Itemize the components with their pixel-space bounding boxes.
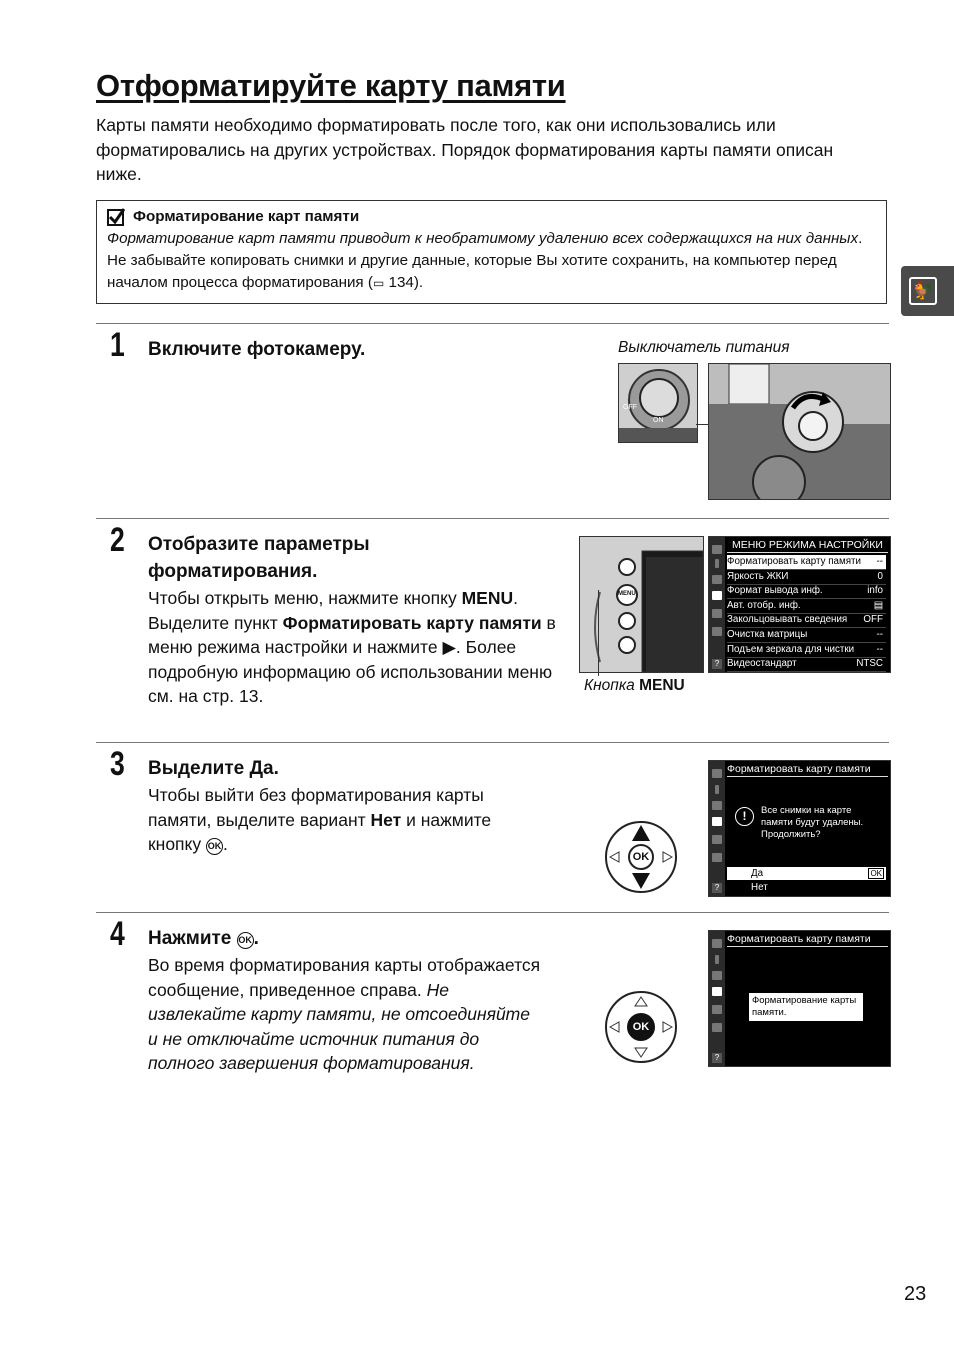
menu-row-value: info [867, 585, 883, 597]
menu-row[interactable] [727, 628, 886, 643]
custom-icon [712, 801, 722, 810]
shooting-icon [715, 559, 719, 568]
ok-button-icon: OK [206, 838, 223, 855]
help-icon: ? [712, 883, 722, 893]
step2-text-2: . Выделите пункт [148, 588, 519, 633]
menu-row-value: 0 [877, 570, 883, 582]
step4-italic: Не извлекайте карту памяти, не отсоединяйте и не отключайте источник питания до полного завершения форматирования. [148, 979, 530, 1073]
mymenu-icon [712, 853, 722, 862]
ok-tag: OK [870, 869, 882, 878]
step-divider [96, 912, 889, 913]
step-body [148, 586, 568, 709]
page-number: 23 [904, 1283, 927, 1305]
menu-row-value: ▤ [873, 599, 883, 611]
option-yes-label: Да [751, 868, 764, 879]
step-number: 3 [110, 745, 125, 783]
step-body [148, 783, 538, 857]
note-title-row [107, 206, 876, 228]
menu-row-label: Закольцовывать сведения [727, 614, 848, 626]
menu-row-value: OFF [863, 614, 883, 626]
custom-icon [712, 575, 722, 584]
menu-sidebar [709, 761, 725, 896]
menu-row[interactable] [727, 570, 886, 585]
caption-menu-word: MENU [639, 677, 685, 694]
playback-icon [712, 769, 722, 778]
menu-sidebar [709, 537, 725, 672]
step4-text-1: Во время форматирования карты отображается сообщение, приведенное справа. [148, 955, 541, 1000]
menu-title: МЕНЮ РЕЖИМА НАСТРОЙКИ [727, 539, 888, 553]
step-heading: Выделите Да. [148, 758, 279, 779]
ok-button-icon: OK [237, 932, 254, 949]
switch-off-label: OFF [623, 404, 637, 411]
menu-row-value: -- [876, 629, 883, 640]
formatting-screen [708, 930, 891, 1067]
note-text-b: 134). [384, 274, 424, 291]
step2-text-1: Чтобы открыть меню, нажмите кнопку [148, 588, 462, 608]
step3-bold: Нет [370, 809, 402, 830]
power-switch-icon [619, 364, 697, 442]
retouch-icon [712, 609, 722, 618]
option-no-label: Нет [751, 882, 768, 893]
caption-a: Кнопка [584, 677, 640, 694]
menu-row-label: Подъем зеркала для чистки [727, 643, 855, 655]
menu-sidebar [709, 931, 725, 1066]
shooting-icon [715, 955, 719, 964]
menu-row-value: -- [876, 556, 883, 567]
warning-icon: ! [735, 807, 754, 826]
step3-text-2: и нажмите кнопку [148, 809, 492, 854]
help-icon: ? [712, 659, 722, 669]
menu-row-label: Авт. отобр. инф. [727, 599, 801, 611]
step-heading [148, 925, 259, 952]
menu-row[interactable] [727, 657, 886, 672]
right-arrow-icon: ▶ [442, 637, 456, 657]
menu-row[interactable] [727, 599, 886, 614]
intro-paragraph: Карты памяти необходимо форматировать после того, как они использовались или форматировались на других устройствах. Порядок форматирования карты памяти описан ниже. [96, 115, 834, 184]
camera-top-icon [709, 364, 890, 499]
wrench-icon [712, 987, 722, 996]
power-switch-closeup [618, 363, 698, 443]
note-text [107, 228, 876, 294]
multi-selector-dial [605, 991, 677, 1063]
screen-title: Форматировать карту памяти [727, 763, 888, 777]
menu-row-label: Яркость ЖКИ [727, 570, 789, 582]
step-divider [96, 323, 889, 324]
step-number: 4 [110, 915, 125, 953]
step3-text-3: . [223, 834, 228, 854]
setup-section-icon: 🐓 [909, 277, 937, 305]
menu-row-label: Очистка матрицы [727, 629, 808, 640]
option-no[interactable] [727, 881, 886, 894]
screen-title: Форматировать карту памяти [727, 933, 888, 947]
camera-top-photo [708, 363, 891, 500]
dial-ok-button: OK [627, 1013, 655, 1041]
mymenu-icon [712, 627, 722, 636]
step3-text-1: Чтобы выйти без форматирования карты памяти, выделите вариант [148, 785, 484, 830]
page-title: Отформатируйте карту памяти [96, 68, 566, 103]
book-icon: ▭ [372, 276, 385, 290]
option-yes[interactable] [727, 867, 886, 880]
menu-row[interactable] [727, 584, 886, 599]
formatting-message: Форматирование карты памяти. [749, 993, 863, 1021]
menu-row-label: Форматировать карту памяти [727, 556, 861, 567]
step-heading: Отобразите параметры форматирования. [148, 534, 370, 582]
step-body [148, 953, 543, 1076]
multi-selector-dial [605, 821, 677, 893]
dial-ok-button: OK [628, 844, 654, 870]
menu-button-label: MENU [618, 591, 636, 597]
menu-row-value: -- [876, 643, 883, 655]
menu-row[interactable] [727, 643, 886, 658]
step-divider [96, 518, 889, 519]
image-caption [584, 677, 685, 695]
retouch-icon [712, 835, 722, 844]
step-number: 1 [110, 326, 125, 364]
playback-icon [712, 545, 722, 554]
section-tab [901, 266, 954, 316]
mymenu-icon [712, 1023, 722, 1032]
warning-message: Все снимки на карте памяти будут удалены. Продолжить? [761, 805, 864, 840]
note-box [96, 200, 887, 304]
menu-row[interactable] [727, 555, 886, 570]
wrench-icon [712, 817, 722, 826]
step-heading: Включите фотокамеру. [148, 339, 366, 360]
menu-word: MENU [461, 588, 514, 608]
step4-heading-b: . [253, 928, 259, 949]
note-text-a: . Не забывайте копировать снимки и другие данные, которые Вы хотите сохранить, на компьютер перед началом процесса форматирования ( [107, 230, 863, 291]
retouch-icon [712, 1005, 722, 1014]
menu-row[interactable] [727, 613, 886, 628]
step2-text-4: . Более подробную информацию об использовании меню см. на стр. 13. [148, 637, 553, 706]
format-confirm-screen [708, 760, 891, 897]
shooting-icon [715, 785, 719, 794]
setup-menu-screen [708, 536, 891, 673]
menu-row-label: Формат вывода инф. [727, 585, 823, 597]
note-title: Форматирование карт памяти [133, 208, 360, 225]
step-divider [96, 742, 889, 743]
playback-icon [712, 939, 722, 948]
image-caption: Выключатель питания [618, 339, 790, 356]
help-icon: ? [712, 1053, 722, 1063]
menu-row-value: NTSC [856, 658, 883, 670]
step2-bold: Форматировать карту памяти [282, 612, 542, 633]
step2-text-3: в меню режима настройки и нажмите [148, 612, 556, 657]
menu-row-label: Видеостандарт [727, 658, 797, 670]
checkmark-icon [107, 208, 125, 226]
callout-line [598, 590, 599, 676]
note-italic: Форматирование карт памяти приводит к необратимому удалению всех содержащихся на них данных [107, 230, 859, 247]
switch-on-label: ON [653, 417, 664, 424]
step4-heading-a: Нажмите [148, 928, 237, 949]
custom-icon [712, 971, 722, 980]
wrench-icon [712, 591, 722, 600]
step-number: 2 [110, 521, 125, 559]
